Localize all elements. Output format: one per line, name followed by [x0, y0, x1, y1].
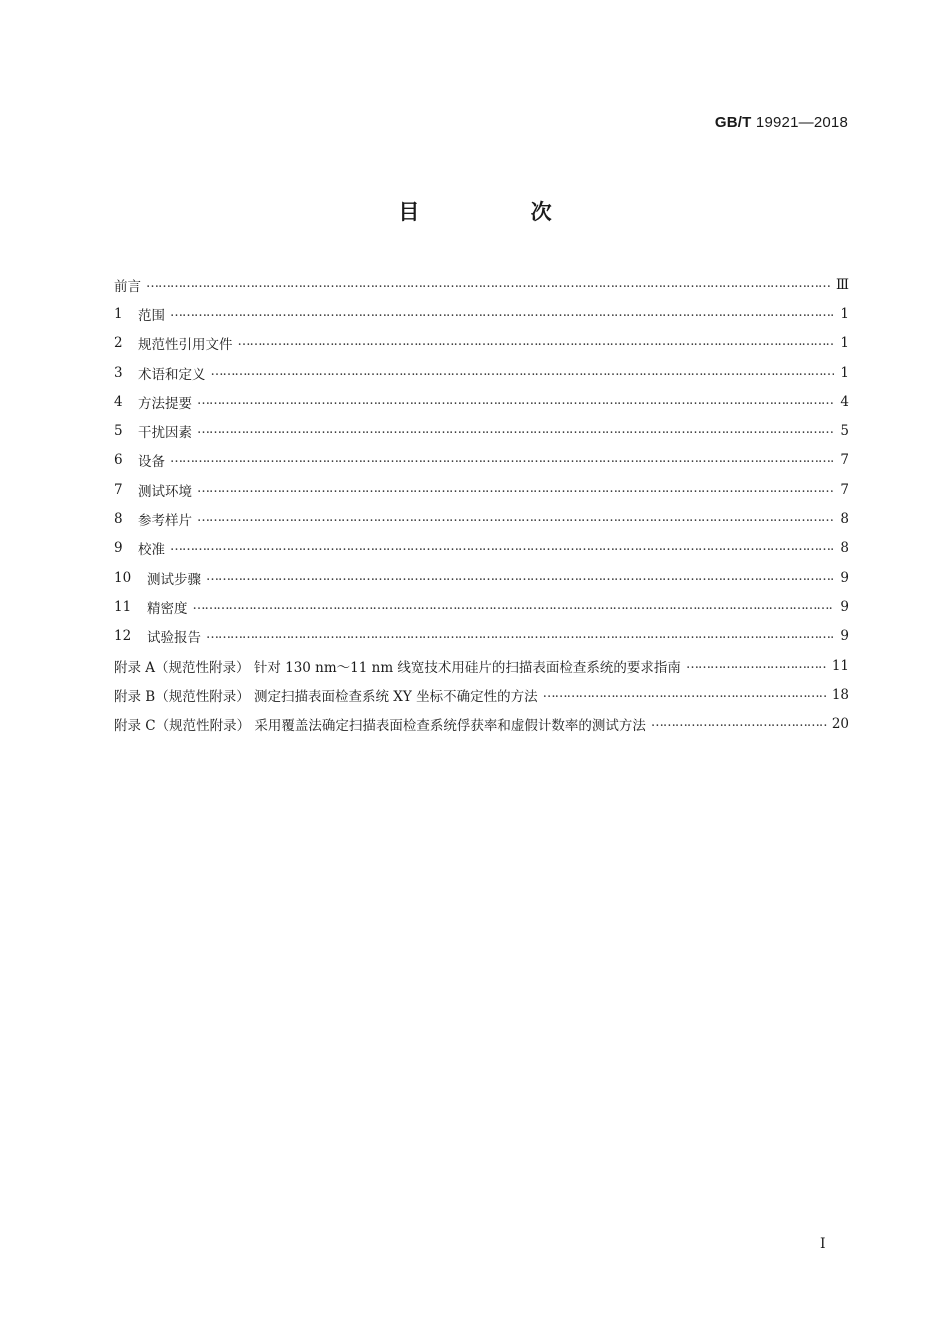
toc-entry-annex-c[interactable]	[114, 709, 849, 738]
toc-entry-9[interactable]	[114, 534, 849, 563]
toc-leader	[170, 540, 834, 556]
toc-entry-label: 参考样片	[138, 513, 192, 530]
page-title: 目 次	[398, 200, 604, 224]
toc-entry-12[interactable]	[114, 622, 849, 651]
standard-number: 19921—2018	[755, 114, 848, 131]
toc-entry-number: 1	[114, 305, 123, 322]
toc-entry-page: 9	[840, 598, 849, 615]
toc-leader	[197, 423, 834, 439]
toc-entry-page: 1	[840, 305, 849, 322]
toc-leader	[193, 599, 835, 615]
toc-entry-label: 干扰因素	[138, 425, 192, 442]
toc-entry-page: 4	[840, 393, 849, 410]
toc-entry-page: 1	[840, 335, 849, 352]
toc-entry-7[interactable]	[114, 475, 849, 504]
toc-entry-11[interactable]	[114, 592, 849, 621]
toc-entry-page: 9	[840, 569, 849, 586]
toc-leader	[206, 628, 834, 644]
toc-leader	[238, 335, 835, 351]
toc-entry-number: 8	[114, 511, 123, 528]
toc-entry-page: 8	[840, 511, 849, 528]
toc-entry-annex-b[interactable]	[114, 680, 849, 709]
toc-entry-page: 1	[840, 364, 849, 381]
toc-entry-2[interactable]	[114, 329, 849, 358]
toc-entry-page: 7	[840, 481, 849, 498]
toc-entry-page: 18	[831, 686, 849, 703]
toc-entry-3[interactable]	[114, 358, 849, 387]
toc-leader	[146, 277, 831, 293]
toc-entry-page: 7	[840, 452, 849, 469]
toc-entry-5[interactable]	[114, 416, 849, 445]
toc-entry-number: 12	[114, 628, 132, 645]
toc-leader	[651, 716, 827, 732]
toc-leader	[197, 482, 834, 498]
toc-leader	[206, 570, 834, 586]
toc-entry-annex-a[interactable]	[114, 651, 849, 680]
toc-leader	[170, 306, 834, 322]
toc-leader	[543, 687, 827, 703]
table-of-contents	[114, 270, 849, 739]
toc-entry-label: 设备	[138, 454, 165, 471]
toc-entry-label: 规范性引用文件	[138, 337, 233, 354]
toc-entry-1[interactable]	[114, 299, 849, 328]
standard-code	[715, 114, 848, 131]
toc-entry-number: 10	[114, 569, 132, 586]
toc-entry-label: 方法提要	[138, 395, 192, 412]
toc-entry-number: 3	[114, 364, 123, 381]
toc-entry-number: 2	[114, 335, 123, 352]
toc-entry-number: 4	[114, 393, 123, 410]
toc-entry-number: 6	[114, 452, 123, 469]
toc-entry-label: 附录 B（规范性附录） 测定扫描表面检查系统 XY 坐标不确定性的方法	[114, 688, 538, 705]
toc-entry-page: 9	[840, 628, 849, 645]
toc-entry-number: 11	[114, 598, 132, 615]
toc-entry-label: 测试步骤	[147, 571, 201, 588]
toc-entry-foreword[interactable]	[114, 270, 849, 299]
toc-entry-8[interactable]	[114, 504, 849, 533]
toc-entry-page: 20	[831, 716, 849, 733]
toc-entry-4[interactable]	[114, 387, 849, 416]
toc-entry-6[interactable]	[114, 446, 849, 475]
toc-entry-label: 附录 C（规范性附录） 采用覆盖法确定扫描表面检查系统俘获率和虚假计数率的测试方法	[114, 718, 646, 735]
toc-entry-label: 校准	[138, 542, 165, 559]
toc-leader	[686, 658, 827, 674]
toc-entry-number: 5	[114, 423, 123, 440]
toc-leader	[211, 365, 835, 381]
toc-entry-label: 术语和定义	[138, 366, 206, 383]
toc-entry-number: 7	[114, 481, 123, 498]
toc-entry-10[interactable]	[114, 563, 849, 592]
toc-entry-page: 11	[831, 657, 849, 674]
toc-entry-label: 前言	[114, 278, 141, 295]
toc-entry-number: 9	[114, 540, 123, 557]
standard-prefix: GB/T	[714, 114, 752, 131]
toc-leader	[170, 452, 834, 468]
toc-entry-page: 8	[840, 540, 849, 557]
toc-entry-page: 5	[840, 423, 849, 440]
toc-leader	[197, 394, 834, 410]
toc-entry-label: 试验报告	[147, 630, 201, 647]
toc-entry-label: 测试环境	[138, 483, 192, 500]
page-number: I	[820, 1236, 826, 1252]
toc-entry-label: 范围	[138, 307, 165, 324]
toc-leader	[197, 511, 834, 527]
toc-entry-page: Ⅲ	[835, 276, 849, 293]
toc-entry-label: 精密度	[147, 600, 188, 617]
toc-entry-label: 附录 A（规范性附录） 针对 130 nm～11 nm 线宽技术用硅片的扫描表面检查系统的要求指南	[114, 659, 681, 676]
